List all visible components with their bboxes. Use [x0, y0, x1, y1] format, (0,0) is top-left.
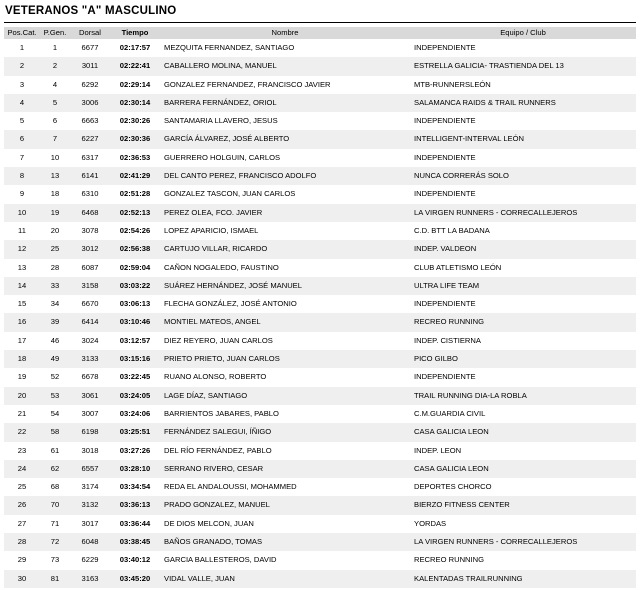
table-row — [4, 130, 636, 148]
header-tiempo: Tiempo — [121, 28, 149, 37]
nombre-cell: PEREZ OLEA, FCO. JAVIER — [164, 207, 263, 217]
dorsal-cell: 3174 — [81, 482, 99, 492]
tiempo-cell: 02:59:04 — [119, 262, 151, 272]
equipo-cell: RECREO RUNNING — [414, 555, 485, 565]
table-row — [4, 496, 636, 514]
p-gen-cell: 2 — [52, 61, 58, 71]
table-row — [4, 57, 636, 75]
nombre-cell: RUANO ALONSO, ROBERTO — [164, 372, 267, 382]
pos-cat-cell: 10 — [17, 207, 27, 217]
table-row — [4, 295, 636, 313]
results-table — [4, 27, 636, 588]
nombre-cell: DEL RÍO FERNÁNDEZ, PABLO — [164, 445, 272, 455]
nombre-cell: DEL CANTO PEREZ, FRANCISCO ADOLFO — [164, 171, 317, 181]
pos-cat-cell: 15 — [17, 299, 27, 309]
header-p-gen: P.Gen. — [43, 28, 67, 37]
dorsal-cell: 3017 — [81, 518, 99, 528]
tiempo-cell: 03:12:57 — [119, 335, 151, 345]
pos-cat-cell: 19 — [17, 372, 27, 382]
p-gen-cell: 58 — [50, 427, 60, 437]
tiempo-cell: 03:38:45 — [119, 537, 151, 547]
p-gen-cell: 28 — [50, 262, 60, 272]
nombre-cell: SANTAMARIA LLAVERO, JESUS — [164, 116, 278, 126]
equipo-cell: INTELLIGENT-INTERVAL LEÓN — [414, 134, 524, 144]
table-row — [4, 368, 636, 386]
dorsal-cell: 6678 — [81, 372, 99, 382]
dorsal-cell: 3163 — [81, 573, 99, 583]
tiempo-cell: 02:30:14 — [119, 97, 151, 107]
nombre-cell: GARCÍA ÁLVAREZ, JOSÉ ALBERTO — [164, 134, 290, 144]
equipo-cell: C.D. BTT LA BADANA — [414, 225, 490, 235]
nombre-cell: SUÁREZ HERNÁNDEZ, JOSÉ MANUEL — [164, 280, 302, 290]
equipo-cell: PICO GILBO — [414, 354, 458, 364]
pos-cat-cell: 9 — [19, 189, 25, 199]
equipo-cell: INDEP. VALDEON — [414, 244, 477, 254]
tiempo-cell: 03:34:54 — [119, 482, 151, 492]
dorsal-cell: 6198 — [81, 427, 99, 437]
equipo-cell: INDEPENDIENTE — [414, 189, 476, 199]
tiempo-cell: 03:24:06 — [119, 408, 151, 418]
equipo-cell: YORDAS — [414, 518, 447, 528]
tiempo-cell: 03:03:22 — [119, 280, 151, 290]
pos-cat-cell: 22 — [17, 427, 27, 437]
equipo-cell: RECREO RUNNING — [414, 317, 485, 327]
p-gen-cell: 13 — [50, 171, 60, 181]
p-gen-cell: 53 — [50, 390, 60, 400]
category-title: VETERANOS "A" MASCULINO — [5, 5, 177, 17]
pos-cat-cell: 5 — [19, 116, 25, 126]
table-row — [4, 515, 636, 533]
dorsal-cell: 6310 — [81, 189, 99, 199]
table-row — [4, 332, 636, 350]
dorsal-cell: 6141 — [81, 171, 99, 181]
table-row — [4, 313, 636, 331]
equipo-cell: ESTRELLA GALICIA- TRASTIENDA DEL 13 — [414, 61, 564, 71]
p-gen-cell: 72 — [50, 537, 60, 547]
table-row — [4, 167, 636, 185]
pos-cat-cell: 23 — [17, 445, 27, 455]
tiempo-cell: 02:52:13 — [119, 207, 151, 217]
nombre-cell: GONZALEZ TASCON, JUAN CARLOS — [164, 189, 296, 199]
dorsal-cell: 6317 — [81, 152, 99, 162]
table-row — [4, 460, 636, 478]
equipo-cell: INDEPENDIENTE — [414, 299, 476, 309]
p-gen-cell: 5 — [52, 97, 58, 107]
tiempo-cell: 03:10:46 — [119, 317, 151, 327]
p-gen-cell: 1 — [52, 43, 58, 52]
equipo-cell: DEPORTES CHORCO — [414, 482, 492, 492]
nombre-cell: FLECHA GONZÁLEZ, JOSÉ ANTONIO — [164, 299, 297, 309]
results-rows — [4, 39, 636, 588]
tiempo-cell: 03:45:20 — [119, 573, 151, 583]
dorsal-cell: 6670 — [81, 299, 99, 309]
pos-cat-cell: 13 — [17, 262, 27, 272]
table-row — [4, 405, 636, 423]
table-row — [4, 533, 636, 551]
pos-cat-cell: 2 — [19, 61, 25, 71]
pos-cat-cell: 26 — [17, 500, 27, 510]
p-gen-cell: 19 — [50, 207, 60, 217]
p-gen-cell: 71 — [50, 518, 60, 528]
equipo-cell: INDEPENDIENTE — [414, 372, 476, 382]
equipo-cell: ULTRA LIFE TEAM — [414, 280, 480, 290]
table-row — [4, 39, 636, 57]
dorsal-cell: 6663 — [81, 116, 99, 126]
p-gen-cell: 70 — [50, 500, 60, 510]
header-pos-cat: Pos.Cat. — [7, 28, 37, 37]
dorsal-cell: 3012 — [81, 244, 99, 254]
tiempo-cell: 03:15:16 — [119, 354, 151, 364]
table-row — [4, 570, 636, 588]
title-divider — [4, 22, 636, 23]
nombre-cell: DE DIOS MELCON, JUAN — [164, 518, 254, 528]
nombre-cell: SERRANO RIVERO, CESAR — [164, 463, 264, 473]
equipo-cell: NUNCA CORRERÁS SOLO — [414, 171, 509, 181]
table-header-row — [4, 27, 636, 39]
dorsal-cell: 3011 — [81, 61, 99, 71]
p-gen-cell: 7 — [52, 134, 58, 144]
tiempo-cell: 02:22:41 — [119, 61, 151, 71]
dorsal-cell: 6414 — [81, 317, 99, 327]
p-gen-cell: 25 — [50, 244, 60, 254]
table-row — [4, 387, 636, 405]
tiempo-cell: 03:36:13 — [119, 500, 151, 510]
nombre-cell: DIEZ REYERO, JUAN CARLOS — [164, 335, 273, 345]
nombre-cell: PRIETO PRIETO, JUAN CARLOS — [164, 354, 280, 364]
tiempo-cell: 02:56:38 — [119, 244, 151, 254]
nombre-cell: GARCIA BALLESTEROS, DAVID — [164, 555, 277, 565]
pos-cat-cell: 24 — [17, 463, 27, 473]
dorsal-cell: 3018 — [81, 445, 99, 455]
table-row — [4, 185, 636, 203]
p-gen-cell: 46 — [50, 335, 60, 345]
pos-cat-cell: 3 — [19, 79, 25, 89]
table-row — [4, 259, 636, 277]
dorsal-cell: 3132 — [81, 500, 99, 510]
table-row — [4, 350, 636, 368]
p-gen-cell: 10 — [50, 152, 60, 162]
dorsal-cell: 6677 — [81, 43, 99, 52]
p-gen-cell: 49 — [50, 354, 60, 364]
pos-cat-cell: 1 — [19, 43, 25, 52]
nombre-cell: CABALLERO MOLINA, MANUEL — [164, 61, 277, 71]
dorsal-cell: 3158 — [81, 280, 99, 290]
tiempo-cell: 03:40:12 — [119, 555, 151, 565]
pos-cat-cell: 6 — [19, 134, 25, 144]
p-gen-cell: 6 — [52, 116, 58, 126]
tiempo-cell: 03:36:44 — [119, 518, 151, 528]
tiempo-cell: 02:29:14 — [119, 79, 151, 89]
pos-cat-cell: 21 — [17, 408, 27, 418]
nombre-cell: PRADO GONZALEZ, MANUEL — [164, 500, 270, 510]
equipo-cell: CASA GALICIA LEON — [414, 463, 489, 473]
header-equipo-club: Equipo / Club — [500, 28, 546, 37]
table-row — [4, 442, 636, 460]
pos-cat-cell: 11 — [18, 225, 26, 235]
dorsal-cell: 3061 — [81, 390, 99, 400]
pos-cat-cell: 4 — [19, 97, 25, 107]
dorsal-cell: 3007 — [81, 408, 99, 418]
pos-cat-cell: 17 — [17, 335, 27, 345]
pos-cat-cell: 20 — [17, 390, 27, 400]
pos-cat-cell: 12 — [17, 244, 27, 254]
nombre-cell: CARTUJO VILLAR, RICARDO — [164, 244, 268, 254]
p-gen-cell: 68 — [50, 482, 60, 492]
pos-cat-cell: 28 — [17, 537, 27, 547]
p-gen-cell: 33 — [50, 280, 60, 290]
pos-cat-cell: 25 — [17, 482, 27, 492]
p-gen-cell: 39 — [50, 317, 60, 327]
dorsal-cell: 3024 — [81, 335, 99, 345]
equipo-cell: C.M.GUARDIA CIVIL — [414, 408, 486, 418]
tiempo-cell: 02:30:26 — [119, 116, 151, 126]
nombre-cell: BARRIENTOS JABARES, PABLO — [164, 408, 279, 418]
dorsal-cell: 3133 — [81, 354, 99, 364]
pos-cat-cell: 14 — [17, 280, 27, 290]
table-row — [4, 423, 636, 441]
table-row — [4, 94, 636, 112]
p-gen-cell: 52 — [50, 372, 60, 382]
header-nombre: Nombre — [271, 28, 299, 37]
equipo-cell: INDEP. CISTIERNA — [414, 335, 481, 345]
equipo-cell: TRAIL RUNNING DIA-LA ROBLA — [414, 390, 527, 400]
table-row — [4, 277, 636, 295]
tiempo-cell: 03:22:45 — [119, 372, 151, 382]
dorsal-cell: 6229 — [81, 555, 99, 565]
equipo-cell: LA VIRGEN RUNNERS - CORRECALLEJEROS — [414, 537, 578, 547]
equipo-cell: KALENTADAS TRAILRUNNING — [414, 573, 523, 583]
header-dorsal: Dorsal — [79, 28, 101, 37]
table-row — [4, 551, 636, 569]
dorsal-cell: 6227 — [81, 134, 99, 144]
dorsal-cell: 6048 — [81, 537, 99, 547]
nombre-cell: VIDAL VALLE, JUAN — [164, 573, 235, 583]
p-gen-cell: 62 — [50, 463, 60, 473]
tiempo-cell: 02:54:26 — [119, 225, 151, 235]
nombre-cell: MONTIEL MATEOS, ANGEL — [164, 317, 261, 327]
nombre-cell: CAÑON NOGALEDO, FAUSTINO — [164, 262, 279, 272]
equipo-cell: MTB-RUNNERSLEÓN — [414, 79, 491, 89]
nombre-cell: FERNÁNDEZ SALEGUI, ÍÑIGO — [164, 427, 272, 437]
tiempo-cell: 02:17:57 — [119, 43, 151, 52]
table-row — [4, 240, 636, 258]
tiempo-cell: 02:51:28 — [119, 189, 151, 199]
table-row — [4, 222, 636, 240]
pos-cat-cell: 29 — [17, 555, 27, 565]
p-gen-cell: 54 — [50, 408, 60, 418]
tiempo-cell: 03:06:13 — [119, 299, 151, 309]
p-gen-cell: 81 — [50, 573, 60, 583]
pos-cat-cell: 8 — [19, 171, 25, 181]
tiempo-cell: 03:28:10 — [119, 463, 151, 473]
pos-cat-cell: 7 — [19, 152, 25, 162]
pos-cat-cell: 16 — [17, 317, 27, 327]
p-gen-cell: 73 — [50, 555, 60, 565]
tiempo-cell: 03:25:51 — [119, 427, 151, 437]
equipo-cell: SALAMANCA RAIDS & TRAIL RUNNERS — [414, 97, 556, 107]
nombre-cell: BAÑOS GRANADO, TOMAS — [164, 537, 263, 547]
tiempo-cell: 02:41:29 — [119, 171, 151, 181]
nombre-cell: GONZALEZ FERNANDEZ, FRANCISCO JAVIER — [164, 79, 331, 89]
nombre-cell: LOPEZ APARICIO, ISMAEL — [164, 225, 259, 235]
p-gen-cell: 61 — [50, 445, 60, 455]
equipo-cell: INDEPENDIENTE — [414, 116, 476, 126]
table-row — [4, 112, 636, 130]
equipo-cell: INDEP. LEON — [414, 445, 462, 455]
p-gen-cell: 4 — [52, 79, 58, 89]
equipo-cell: CASA GALICIA LEON — [414, 427, 489, 437]
nombre-cell: GUERRERO HOLGUIN, CARLOS — [164, 152, 281, 162]
tiempo-cell: 03:27:26 — [119, 445, 151, 455]
dorsal-cell: 6557 — [81, 463, 99, 473]
p-gen-cell: 20 — [50, 225, 60, 235]
table-row — [4, 478, 636, 496]
equipo-cell: INDEPENDIENTE — [414, 152, 476, 162]
tiempo-cell: 02:36:53 — [119, 152, 151, 162]
tiempo-cell: 02:30:36 — [119, 134, 151, 144]
dorsal-cell: 6087 — [81, 262, 99, 272]
table-row — [4, 76, 636, 94]
nombre-cell: BARRERA FERNÁNDEZ, ORIOL — [164, 97, 277, 107]
equipo-cell: LA VIRGEN RUNNERS - CORRECALLEJEROS — [414, 207, 578, 217]
tiempo-cell: 03:24:05 — [119, 390, 151, 400]
dorsal-cell: 3006 — [81, 97, 99, 107]
table-row — [4, 204, 636, 222]
table-row — [4, 149, 636, 167]
pos-cat-cell: 30 — [17, 573, 27, 583]
nombre-cell: REDA EL ANDALOUSSI, MOHAMMED — [164, 482, 297, 492]
p-gen-cell: 18 — [50, 189, 60, 199]
nombre-cell: LAGE DÍAZ, SANTIAGO — [164, 390, 248, 400]
dorsal-cell: 3078 — [81, 225, 99, 235]
p-gen-cell: 34 — [50, 299, 60, 309]
pos-cat-cell: 27 — [17, 518, 27, 528]
dorsal-cell: 6292 — [81, 79, 99, 89]
dorsal-cell: 6468 — [81, 207, 99, 217]
equipo-cell: INDEPENDIENTE — [414, 43, 476, 52]
nombre-cell: MEZQUITA FERNANDEZ, SANTIAGO — [164, 43, 295, 52]
equipo-cell: CLUB ATLETISMO LEÓN — [414, 262, 502, 272]
equipo-cell: BIERZO FITNESS CENTER — [414, 500, 510, 510]
pos-cat-cell: 18 — [17, 354, 27, 364]
